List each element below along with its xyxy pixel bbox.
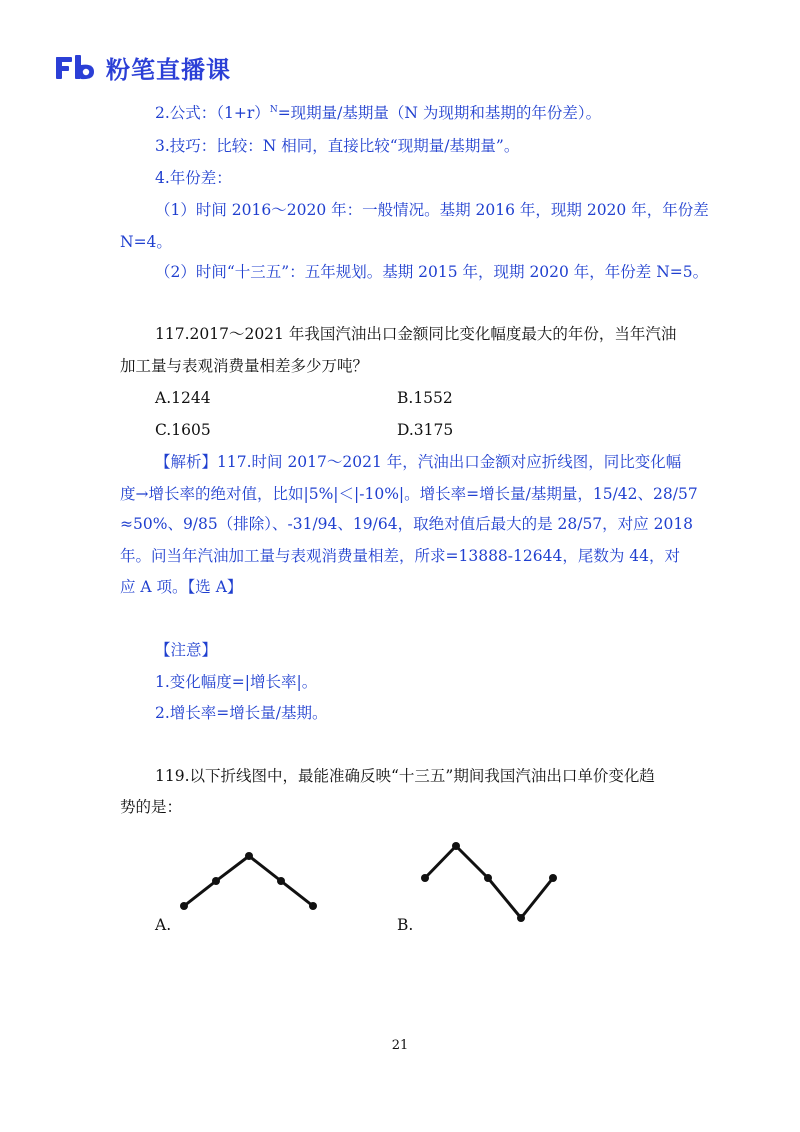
q117-option-b: B.1552 [397, 389, 453, 407]
option-b-point-2 [452, 842, 460, 850]
brand-name: 粉笔直播课 [106, 56, 231, 84]
fb-logo-icon [56, 55, 96, 81]
q117-option-d: D.3175 [397, 421, 454, 439]
option-b-point-3 [484, 874, 492, 882]
page-number: 21 [391, 1038, 409, 1053]
option-b-trend-line [425, 846, 553, 918]
q119-option-a-label: A. [155, 916, 172, 934]
q117-analysis-line4: 年。问当年汽油加工量与表观消费量相差，所求=13888-12644，尾数为 44，对 [120, 547, 680, 565]
option-a-point-1 [180, 902, 188, 910]
q117-analysis-line2: 度→增长率的绝对值，比如|5%|＜|-10%|。增长率=增长量/基期量，15/42、28/57 [120, 485, 698, 503]
q119-stem-line1: 119.以下折线图中，最能准确反映“十三五”期间我国汽油出口单价变化趋 [155, 767, 655, 785]
note-year-diff-1-cont: N=4。 [120, 233, 172, 251]
option-a-line-chart [170, 840, 330, 930]
notice-item-2: 2.增长率=增长量/基期。 [155, 704, 328, 722]
notice-item-1: 1.变化幅度=|增长率|。 [155, 673, 318, 691]
note-formula: 2.公式：$(1+r)^N=$现期量/基期量（N 为现期和基期的年份差）。 [155, 104, 602, 122]
q117-stem-line1: 117.2017～2021 年我国汽油出口金额同比变化幅度最大的年份，当年汽油 [155, 325, 677, 343]
option-a-point-3 [245, 852, 253, 860]
q117-option-a: A.1244 [155, 389, 211, 407]
q117-stem-line2: 加工量与表观消费量相差多少万吨？ [120, 357, 369, 375]
note-technique: 3.技巧：比较：N 相同，直接比较“现期量/基期量”。 [155, 137, 520, 155]
q117-analysis-line1: 【解析】117.时间 2017～2021 年，汽油出口金额对应折线图，同比变化幅 [155, 453, 682, 471]
q119-option-b-label: B. [397, 916, 414, 934]
option-b-point-4 [517, 914, 525, 922]
option-a-point-5 [309, 902, 317, 910]
note-year-diff-2: （2）时间“十三五”：五年规划。基期 2015 年，现期 2020 年，年份差 N=5。 [155, 263, 709, 281]
brand-logo [56, 50, 231, 85]
notice-title: 【注意】 [155, 641, 218, 659]
option-a-trend-line [184, 856, 313, 906]
option-a-point-2 [212, 877, 220, 885]
option-b-point-1 [421, 874, 429, 882]
q117-analysis-line3: ≈50%、9/85（排除）、-31/94、19/64，取绝对值后最大的是 28/57，对应 2018 [120, 515, 694, 533]
option-a-point-4 [277, 877, 285, 885]
note-year-diff-1: （1）时间 2016～2020 年：一般情况。基期 2016 年，现期 2020 年，年份差 [155, 201, 709, 219]
q117-option-c: C.1605 [155, 421, 211, 439]
note-year-diff: 4.年份差： [155, 169, 232, 187]
q117-analysis-line5: 应 A 项。【选 A】 [120, 578, 243, 596]
q119-stem-line2: 势的是： [120, 798, 183, 816]
option-b-point-5 [549, 874, 557, 882]
option-b-line-chart [410, 833, 570, 933]
